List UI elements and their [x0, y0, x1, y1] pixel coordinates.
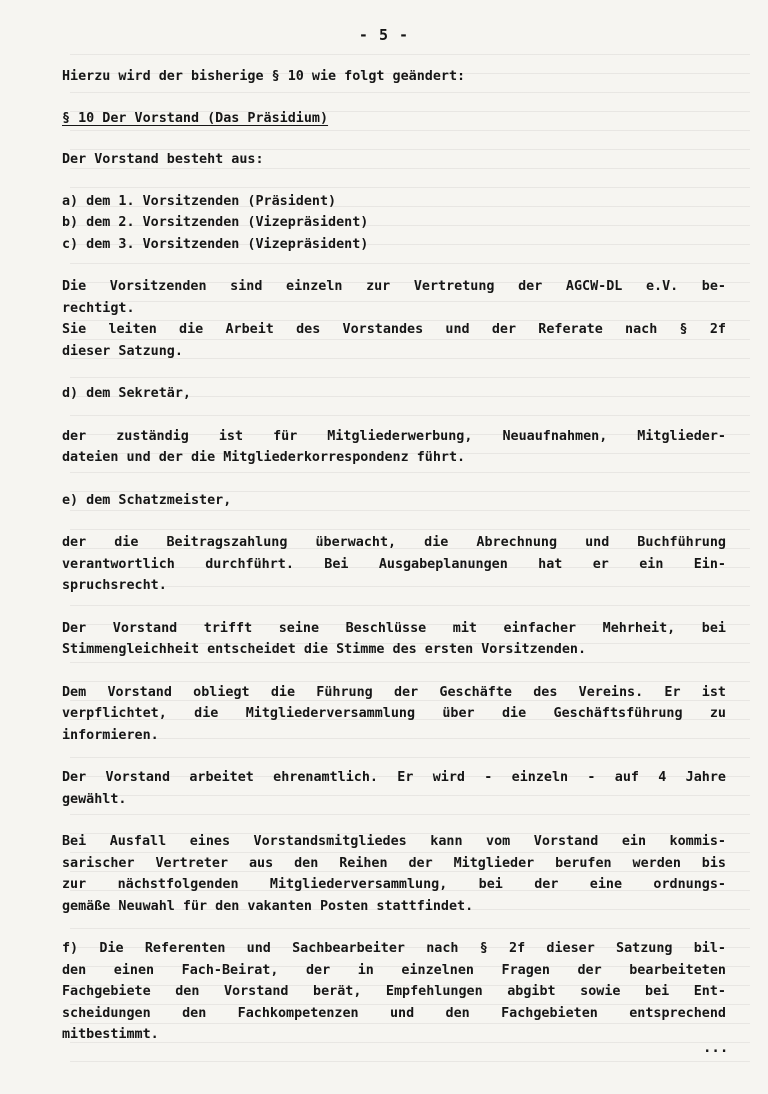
- list-item: a) dem 1. Vorsitzenden (Präsident): [62, 193, 337, 209]
- paragraph-line: Sie leiten die Arbeit des Vorstandes und der Referate nach § 2f: [62, 322, 726, 337]
- paragraph-line: Fachgebiete den Vorstand berät, Empfehlungen abgibt sowie bei Ent-: [62, 984, 726, 999]
- paragraph-line: Stimmengleichheit entscheidet die Stimme des ersten Vorsitzenden.: [62, 642, 587, 657]
- paragraph-line: Bei Ausfall eines Vorstandsmitgliedes kann vom Vorstand ein kommis-: [62, 834, 726, 849]
- business-paragraph: [62, 682, 726, 747]
- paragraph-line: Der Vorstand arbeitet ehrenamtlich. Er wird - einzeln - auf 4 Jahre: [62, 770, 726, 785]
- advisory-paragraph: [62, 938, 726, 1046]
- secretary-label: d) dem Sekretär,: [62, 386, 191, 401]
- treasurer-label: e) dem Schatzmeister,: [62, 492, 232, 508]
- page-number: - 5 -: [358, 26, 410, 44]
- paragraph-line: Die Vorsitzenden sind einzeln zur Vertretung der AGCW-DL e.V. be-: [62, 279, 726, 294]
- paragraph-line: der zuständig ist für Mitgliederwerbung, Neuaufnahmen, Mitglieder-: [62, 428, 726, 444]
- paragraph-line: rechtigt.: [62, 300, 135, 316]
- paragraph-line: der die Beitragszahlung überwacht, die Abrechnung und Buchführung: [62, 535, 726, 550]
- chairs-list: [62, 191, 726, 256]
- list-item: b) dem 2. Vorsitzenden (Vizepräsident): [62, 215, 369, 230]
- paragraph-line: informieren.: [62, 727, 159, 743]
- paragraph-line: scheidungen den Fachkompetenzen und den Fachgebieten entsprechend: [62, 1005, 726, 1021]
- paragraph-line: sarischer Vertreter aus den Reihen der Mitglieder berufen werden bis: [62, 855, 726, 871]
- paragraph-line: Dem Vorstand obliegt die Führung der Geschäfte des Vereins. Er ist: [62, 684, 726, 700]
- decisions-paragraph: [62, 618, 726, 661]
- paragraph-line: verpflichtet, die Mitgliederversammlung über die Geschäftsführung zu: [62, 706, 726, 721]
- paragraph-line: mitbestimmt.: [62, 1027, 159, 1042]
- paragraph-line: Der Vorstand trifft seine Beschlüsse mit einfacher Mehrheit, bei: [62, 620, 726, 636]
- document-body: [62, 66, 726, 1046]
- intro-line: Hierzu wird der bisherige § 10 wie folgt geändert:: [62, 69, 466, 84]
- paragraph-line: spruchsrecht.: [62, 578, 167, 593]
- treasurer-paragraph: [62, 532, 726, 597]
- paragraph-line: verantwortlich durchführt. Bei Ausgabeplanungen hat er ein Ein-: [62, 556, 726, 572]
- list-item: c) dem 3. Vorsitzenden (Vizepräsident): [62, 236, 369, 252]
- representation-paragraph: [62, 276, 726, 362]
- secretary-paragraph: [62, 426, 726, 469]
- paragraph-line: zur nächstfolgenden Mitgliederversammlung, bei der eine ordnungs-: [62, 877, 726, 892]
- board-intro: Der Vorstand besteht aus:: [62, 152, 264, 167]
- paragraph-line: den einen Fach-Beirat, der in einzelnen Fragen der bearbeiteten: [62, 962, 726, 978]
- paragraph-line: gemäße Neuwahl für den vakanten Posten stattfindet.: [62, 898, 474, 914]
- section-heading: § 10 Der Vorstand (Das Präsidium): [62, 110, 329, 126]
- paragraph-line: dateien und der die Mitgliederkorrespondenz führt.: [62, 450, 466, 465]
- paragraph-line: dieser Satzung.: [62, 343, 183, 359]
- honorary-paragraph: [62, 767, 726, 810]
- paragraph-line: gewählt.: [62, 791, 127, 807]
- continuation-marker: ...: [703, 1040, 729, 1056]
- paragraph-line: f) Die Referenten und Sachbearbeiter nach § 2f dieser Satzung bil-: [62, 941, 726, 956]
- vacancy-paragraph: [62, 831, 726, 917]
